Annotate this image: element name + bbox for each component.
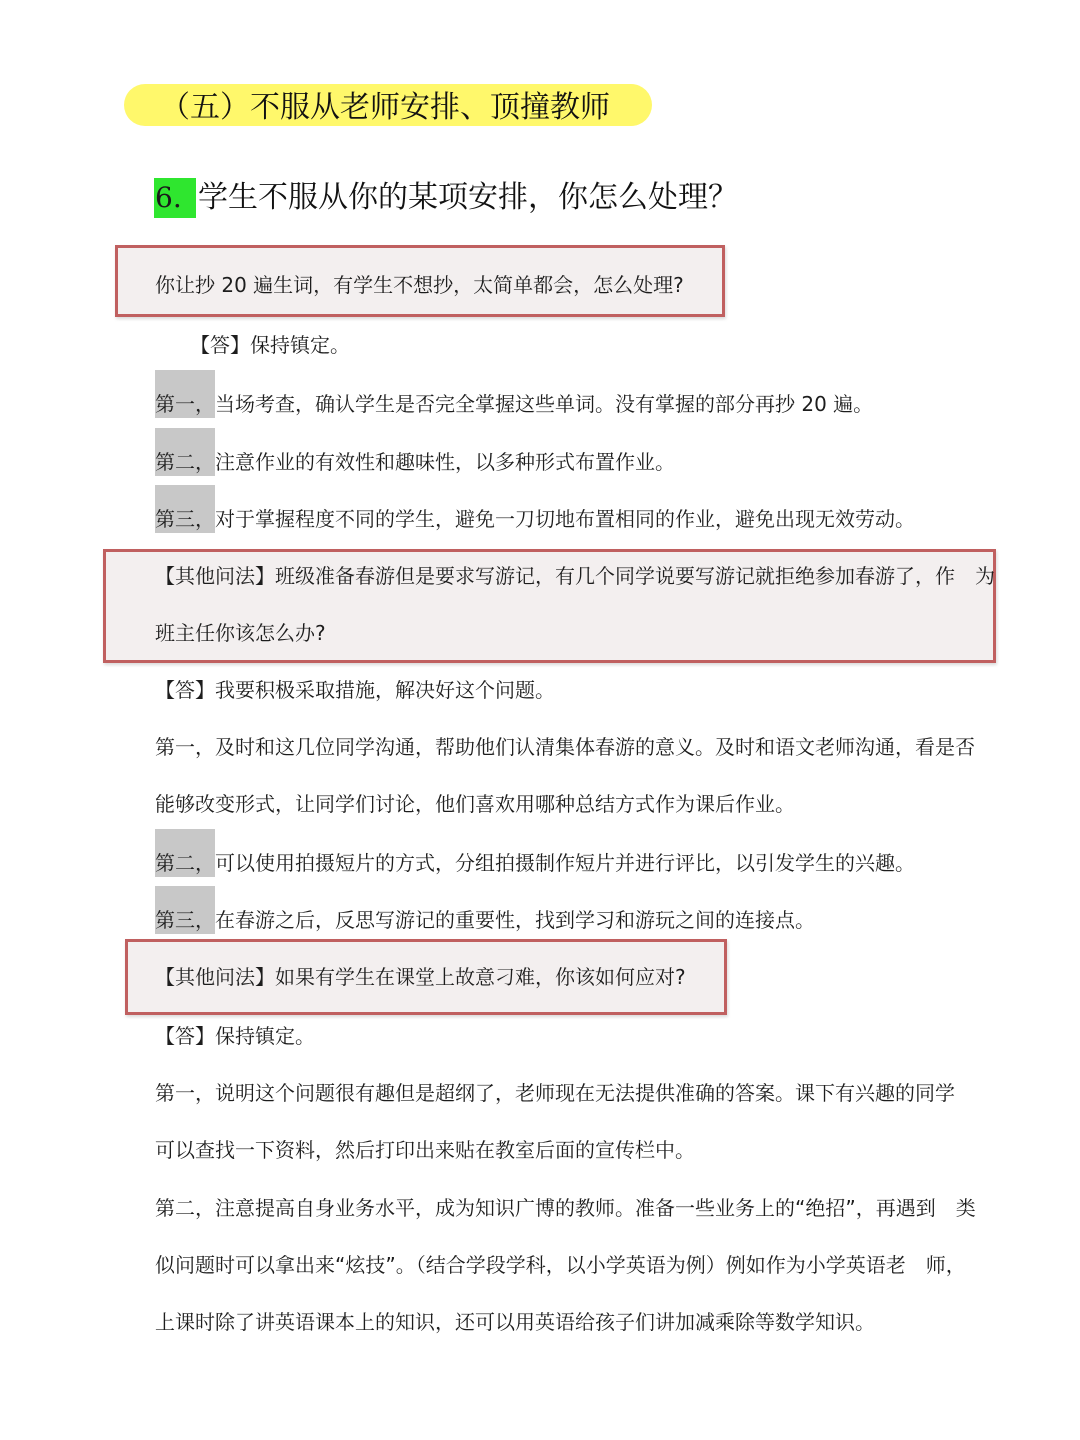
q1-point-1-text: 当场考查，确认学生是否完全掌握这些单词。没有掌握的部分再抄 20 遍。 (215, 392, 874, 416)
q1-answer: 【答】保持镇定。 (190, 333, 350, 357)
q2-point-2-text: 可以使用拍摄短片的方式，分组拍摄制作短片并进行评比，以引发学生的兴趣。 (215, 851, 915, 875)
q2-answer: 【答】我要积极采取措施，解决好这个问题。 (155, 678, 555, 702)
q1-point-2-text: 注意作业的有效性和趣味性，以多种形式布置作业。 (215, 450, 675, 474)
q3-point-2-line-2: 似问题时可以拿出来“炫技”。（结合学段学科，以小学英语为例）例如作为小学英语老 师， (155, 1253, 966, 1277)
q1-point-3-label: 第三， (155, 485, 215, 533)
q1-prompt: 你让抄 20 遍生词，有学生不想抄，太简单都会，怎么处理? (155, 273, 684, 297)
section-title: （五）不服从老师安排、顶撞教师 (160, 90, 610, 125)
q2-point-1-line-2: 能够改变形式，让同学们讨论，他们喜欢用哪种总结方式作为课后作业。 (155, 792, 795, 816)
q3-answer: 【答】保持镇定。 (155, 1024, 315, 1048)
question-number: 6. (155, 181, 182, 214)
question-title: 学生不服从你的某项安排，你怎么处理？ (198, 180, 738, 215)
q3-point-2-line-3: 上课时除了讲英语课本上的知识，还可以用英语给孩子们讲加减乘除等数学知识。 (155, 1310, 875, 1334)
q1-point-1 (155, 370, 873, 428)
q1-point-1-label: 第一， (155, 370, 215, 418)
q2-point-3-text: 在春游之后，反思写游记的重要性，找到学习和游玩之间的连接点。 (215, 908, 815, 932)
q3-point-1-line-2: 可以查找一下资料，然后打印出来贴在教室后面的宣传栏中。 (155, 1138, 695, 1162)
q2-prompt-line-1: 【其他问法】班级准备春游但是要求写游记，有几个同学说要写游记就拒绝参加春游了，作 为 (155, 564, 995, 588)
q2-point-3 (155, 886, 815, 944)
q2-point-2 (155, 829, 915, 887)
q3-point-2-line-1: 第二，注意提高自身业务水平，成为知识广博的教师。准备一些业务上的“绝招”，再遇到 类 (155, 1196, 976, 1220)
q2-point-2-label: 第二， (155, 829, 215, 877)
q2-point-1-line-1: 第一，及时和这几位同学沟通，帮助他们认清集体春游的意义。及时和语文老师沟通，看是否 (155, 735, 975, 759)
q3-point-1-line-1: 第一，说明这个问题很有趣但是超纲了，老师现在无法提供准确的答案。课下有兴趣的同学 (155, 1081, 955, 1105)
q1-point-3-text: 对于掌握程度不同的学生，避免一刀切地布置相同的作业，避免出现无效劳动。 (215, 507, 915, 531)
q1-point-2-label: 第二， (155, 428, 215, 476)
q2-point-3-label: 第三， (155, 886, 215, 934)
q1-point-2 (155, 428, 675, 486)
q2-prompt-line-2: 班主任你该怎么办? (155, 621, 326, 645)
q1-point-3 (155, 485, 915, 543)
q3-prompt: 【其他问法】如果有学生在课堂上故意刁难，你该如何应对? (155, 965, 686, 989)
